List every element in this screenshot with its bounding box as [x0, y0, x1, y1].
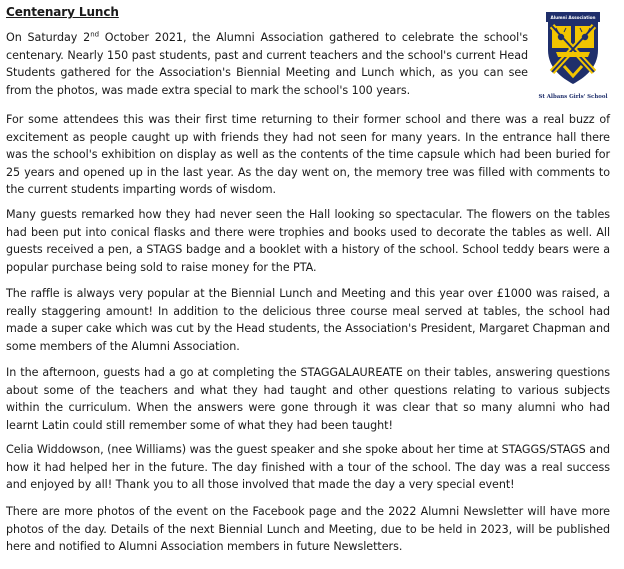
crest-caption: St Albans Girls' School	[538, 94, 608, 100]
paragraph-4: The raffle is always very popular at the Biennial Lunch and Meeting and this year over £1000 was raised, a really staggering amount! In addition to the delicious three course meal served at tables, the school had made a super cake which was cut by the Head students, the Association's President, Margaret Chapman and some members of the Alumni Association.	[6, 287, 610, 353]
crest-banner-text: Alumni Association	[550, 15, 596, 20]
paragraph-1-rest: October 2021, the Alumni Association gathered to celebrate the school's centenary. Nearly 150 past students, past and current teachers and the school's current Head Students gathered for the Association's Biennial Meeting and Lunch which, as you can see from the photos, was made extra special to mark the school's 100 years.	[6, 31, 528, 97]
paragraph-2: For some attendees this was their first time returning to their former school and there was a real buzz of excitement as people caught up with friends they had not seen for many years. In the entrance hall there was the school's exhibition on display as well as the contents of the time capsule which had been buried for 25 years and opened up in the last year. As the day went on, the memory tree was filled with comments to the current students imparting words of wisdom.	[6, 113, 610, 197]
article-title: Centenary Lunch	[6, 5, 119, 19]
paragraph-6: Celia Widdowson, (nee Williams) was the guest speaker and she spoke about her time at STAGGS/STAGS and how it had helped her in the future. The day finished with a tour of the school. The day was a real success and enjoyed by all! Thank you to all those involved that made the day a very special event!	[6, 443, 610, 492]
school-crest-logo	[536, 10, 610, 104]
paragraph-3: Many guests remarked how they had never seen the Hall looking so spectacular. The flowers on the tables had been put into conical flasks and there were trophies and books used to decorate the tables as well. All guests received a pen, a STAGS badge and a booklet with a history of the school. School teddy bears were a popular purchase being sold to raise money for the PTA.	[6, 208, 610, 274]
paragraph-5: In the afternoon, guests had a go at completing the STAGGALAUREATE on their tables, answering questions about some of the teachers and what they had taught and other questions relating to various subjects within the curriculum. When the answers were gone through it was clear that so many alumni who had learnt Latin could still remember some of what they had been taught!	[6, 366, 610, 432]
paragraph-1	[6, 29, 528, 99]
ordinal-suffix: nd	[90, 30, 99, 39]
paragraph-1-start: On Saturday 2	[6, 31, 91, 44]
crest-shield-icon	[544, 10, 602, 86]
paragraph-7: There are more photos of the event on the Facebook page and the 2022 Alumni Newsletter will have more photos of the day. Details of the next Biennial Lunch and Meeting, due to be held in 2023, will be published here and notified to Alumni Association members in future Newsletters.	[6, 505, 610, 554]
